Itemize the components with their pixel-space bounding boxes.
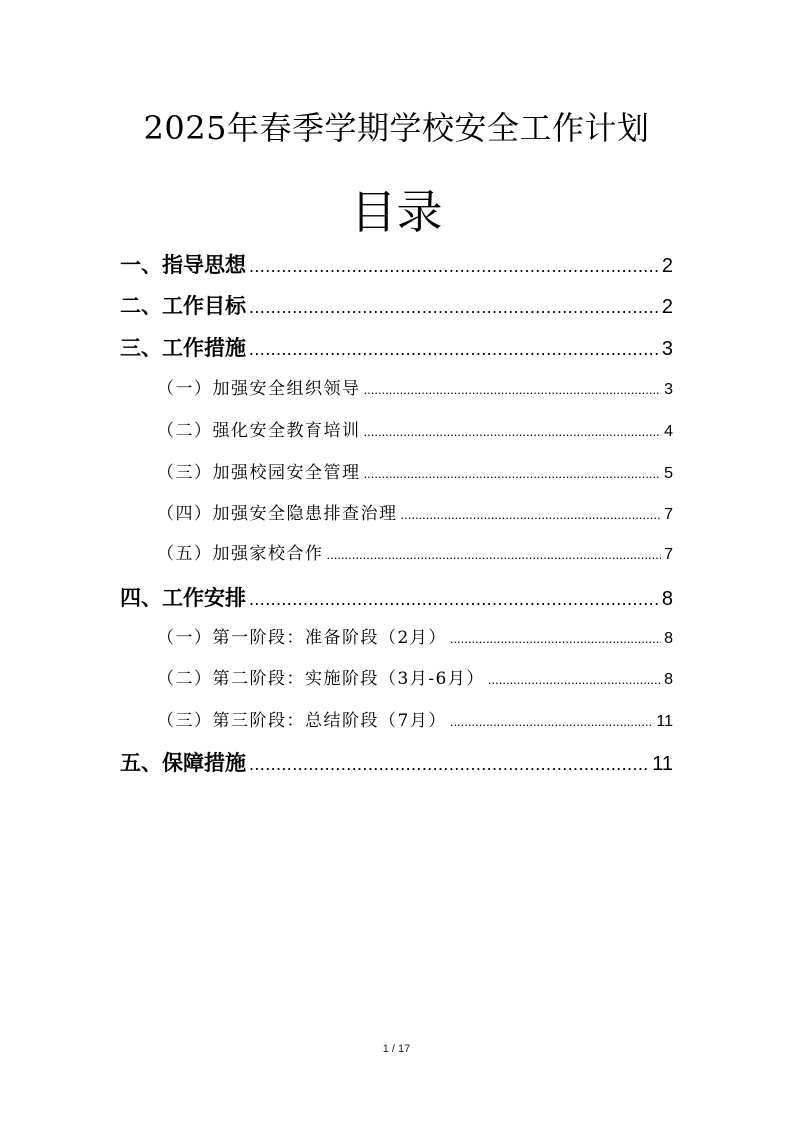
toc-subentry-education-training[interactable] bbox=[157, 418, 673, 445]
toc-subentry-phase-one[interactable] bbox=[157, 625, 673, 652]
toc-entry-page: 7 bbox=[664, 546, 673, 563]
toc-entry-page: 4 bbox=[664, 423, 673, 440]
toc-entry-page: 8 bbox=[661, 588, 673, 610]
toc-dot-leader bbox=[364, 419, 662, 445]
toc-subentry-organization-leadership[interactable] bbox=[157, 376, 673, 403]
page-number-footer: 1 / 17 bbox=[382, 1043, 411, 1055]
toc-dot-leader bbox=[249, 251, 659, 281]
toc-dot-leader bbox=[401, 502, 662, 528]
toc-entry-label: （一）加强安全组织领导 bbox=[157, 379, 361, 399]
toc-dot-leader bbox=[450, 709, 654, 735]
toc-entry-label: 三、工作措施 bbox=[120, 336, 246, 360]
toc-entry-label: 二、工作目标 bbox=[120, 294, 246, 318]
toc-entry-guiding-ideology[interactable] bbox=[120, 250, 673, 281]
toc-dot-leader bbox=[364, 461, 662, 487]
toc-entry-work-arrangement[interactable] bbox=[120, 583, 673, 614]
toc-subentry-home-school-cooperation[interactable] bbox=[157, 541, 673, 568]
toc-entry-page: 7 bbox=[664, 506, 673, 523]
document-title: 2025年春季学期学校安全工作计划 bbox=[143, 109, 650, 147]
toc-dot-leader bbox=[450, 626, 661, 652]
toc-entry-label: （一）第一阶段：准备阶段（2月） bbox=[157, 628, 447, 648]
toc-entry-label: （三）第三阶段：总结阶段（7月） bbox=[157, 711, 447, 731]
toc-entry-label: 五、保障措施 bbox=[120, 751, 246, 775]
toc-subentry-phase-three[interactable] bbox=[157, 708, 673, 735]
toc-subentry-campus-management[interactable] bbox=[157, 460, 673, 487]
toc-dot-leader bbox=[249, 584, 659, 614]
toc-entry-label: 四、工作安排 bbox=[120, 586, 246, 610]
toc-dot-leader bbox=[249, 334, 659, 364]
toc-entry-safeguard-measures[interactable] bbox=[120, 748, 673, 779]
toc-entry-label: （五）加强家校合作 bbox=[157, 544, 324, 564]
toc-entry-label: （三）加强校园安全管理 bbox=[157, 463, 361, 483]
toc-subentry-hazard-inspection[interactable] bbox=[157, 501, 673, 528]
toc-entry-page: 11 bbox=[656, 713, 673, 730]
toc-dot-leader bbox=[249, 292, 659, 322]
toc-dot-leader bbox=[327, 542, 662, 568]
toc-heading: 目录 bbox=[350, 185, 443, 239]
toc-dot-leader bbox=[364, 377, 662, 403]
toc-entry-label: （二）强化安全教育培训 bbox=[157, 421, 361, 441]
toc-entry-page: 8 bbox=[664, 630, 673, 647]
toc-entry-work-measures[interactable] bbox=[120, 333, 673, 364]
toc-subentry-phase-two[interactable] bbox=[157, 666, 673, 693]
toc-entry-label: （四）加强安全隐患排查治理 bbox=[157, 504, 398, 524]
toc-dot-leader bbox=[488, 667, 661, 693]
toc-entry-work-goals[interactable] bbox=[120, 291, 673, 322]
toc-entry-page: 5 bbox=[664, 465, 673, 482]
toc-entry-page: 3 bbox=[661, 338, 673, 360]
toc-entry-page: 2 bbox=[661, 255, 673, 277]
toc-entry-page: 11 bbox=[652, 753, 673, 775]
toc-entry-label: 一、指导思想 bbox=[120, 253, 246, 277]
toc-dot-leader bbox=[249, 749, 649, 779]
toc-entry-page: 3 bbox=[664, 381, 673, 398]
toc-entry-label: （二）第二阶段：实施阶段（3月-6月） bbox=[157, 669, 485, 689]
toc-entry-page: 2 bbox=[661, 296, 673, 318]
toc-entry-page: 8 bbox=[664, 671, 673, 688]
